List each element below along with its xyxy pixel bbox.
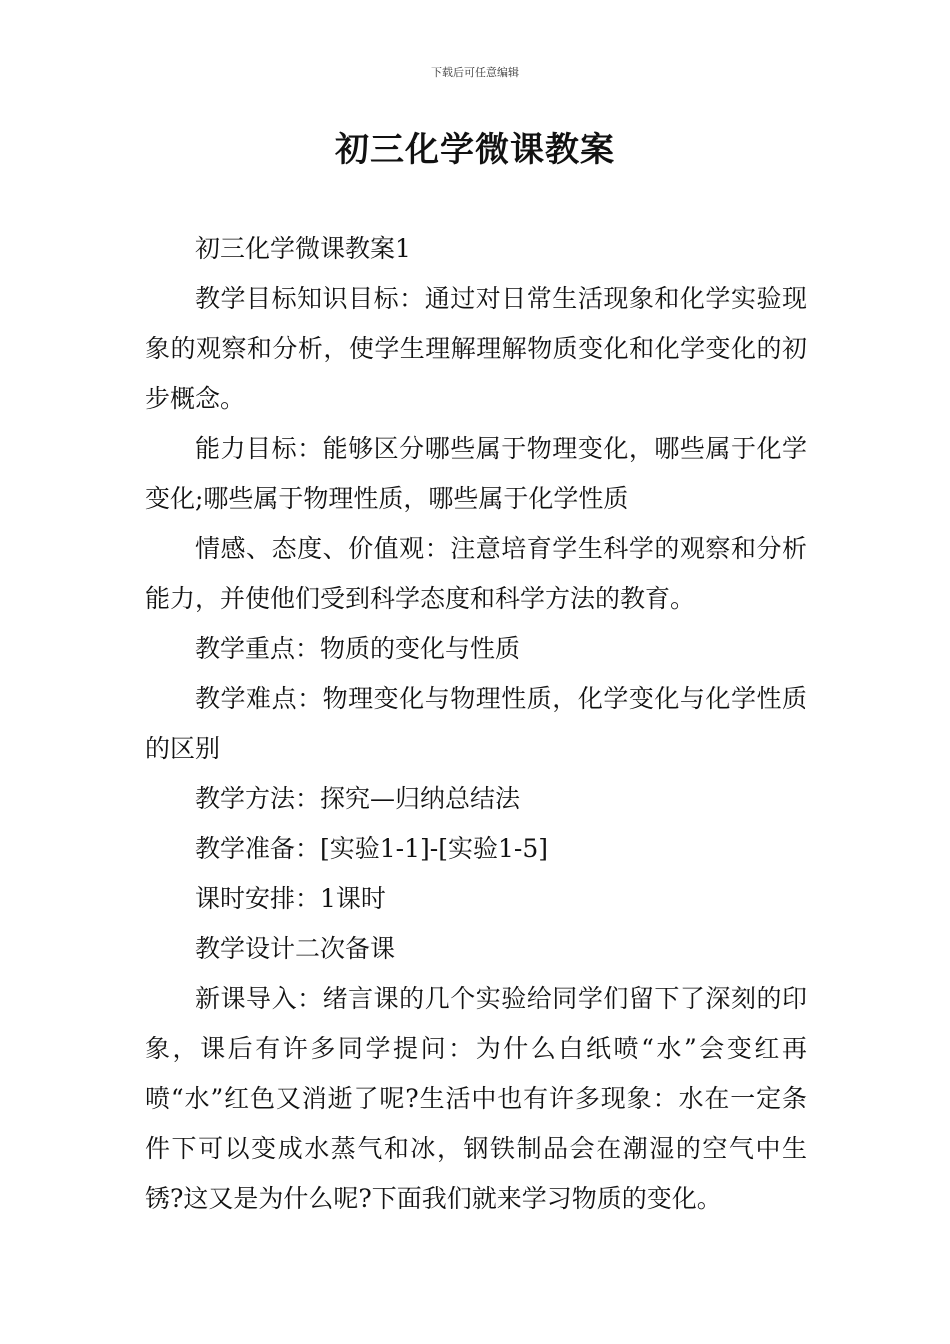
paragraph-method: 教学方法：探究—归纳总结法 xyxy=(195,784,521,813)
document-body xyxy=(145,224,807,1224)
document-title: 初三化学微课教案 xyxy=(335,130,615,170)
paragraph-difficulty: 教学难点：物理变化与物理性质，化学变化与化学性质的区别 xyxy=(145,684,807,763)
paragraph-ability-goal: 能力目标：能够区分哪些属于物理变化，哪些属于化学变化;哪些属于物理性质，哪些属于化学性质 xyxy=(145,434,807,513)
paragraph-preparation: 教学准备：[实验1-1]-[实验1-5] xyxy=(195,834,548,863)
paragraph-key-point: 教学重点：物质的变化与性质 xyxy=(195,634,521,663)
paragraph-design: 教学设计二次备课 xyxy=(195,934,396,963)
paragraph-introduction: 新课导入：绪言课的几个实验给同学们留下了深刻的印象，课后有许多同学提问：为什么白纸喷“水”会变红再喷“水”红色又消逝了呢?生活中也有许多现象：水在一定条件下可以变成水蒸气和冰，钢铁制品会在潮湿的空气中生锈?这又是为什么呢?下面我们就来学习物质的变化。 xyxy=(145,984,807,1213)
paragraph-knowledge-goal: 教学目标知识目标：通过对日常生活现象和化学实验现象的观察和分析，使学生理解理解物质变化和化学变化的初步概念。 xyxy=(145,284,807,413)
paragraph-subtitle: 初三化学微课教案1 xyxy=(195,234,411,263)
paragraph-schedule: 课时安排：1课时 xyxy=(195,884,386,913)
paragraph-emotion-goal: 情感、态度、价值观：注意培育学生科学的观察和分析能力，并使他们受到科学态度和科学方法的教育。 xyxy=(145,534,807,613)
header-note: 下载后可任意编辑 xyxy=(431,66,519,79)
